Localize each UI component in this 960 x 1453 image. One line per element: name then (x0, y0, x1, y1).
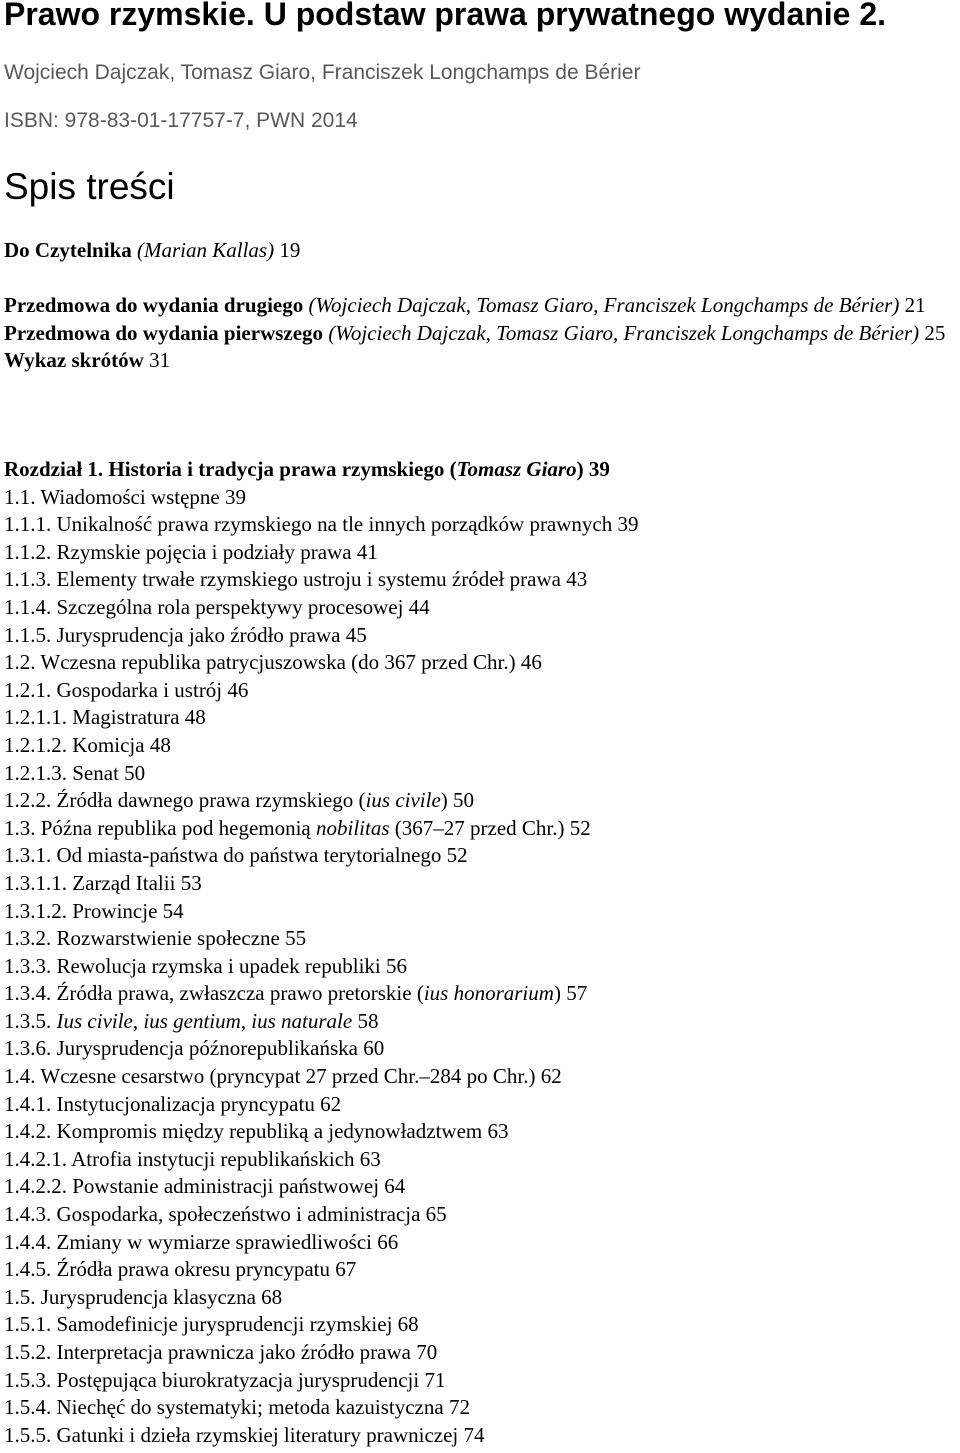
toc-entry-title: Zarząd Italii (72, 870, 176, 895)
toc-entry-page: 58 (357, 1008, 379, 1033)
toc-entry-page: 64 (384, 1174, 406, 1199)
toc-entry-page: 68 (261, 1284, 283, 1309)
toc-entry-number: 1.2.2. (4, 788, 52, 813)
toc-entry-title: Zmiany w wymiarze sprawiedliwości (56, 1229, 372, 1254)
toc-entry (4, 787, 954, 815)
toc-entry (4, 704, 954, 732)
toc-entry-number: 1.4.2.1. (4, 1146, 67, 1171)
toc-entry-page: 63 (359, 1146, 381, 1171)
toc-entry-title: Rozwarstwienie społeczne (56, 926, 280, 951)
toc-entry-title-italic: nobilitas (316, 815, 390, 840)
toc-entry-page: 57 (566, 981, 588, 1006)
toc-entry-number: 1.4.2.2. (4, 1174, 67, 1199)
toc-entry-page: 72 (448, 1395, 470, 1420)
toc-entry-page: 21 (904, 293, 926, 317)
toc-entry-title: Komicja (72, 732, 145, 757)
toc-entry-title-italic: ius honorarium (423, 981, 554, 1006)
toc-entry-title: Magistratura (72, 705, 180, 730)
toc-entry (4, 1118, 954, 1146)
toc-entry (4, 1422, 954, 1450)
toc-entry (4, 649, 954, 677)
toc-entry-title: Źródła prawa, zwłaszcza prawo pretorskie ( (56, 981, 424, 1006)
toc-entry-title: Rzymskie pojęcia i podziały prawa (56, 539, 352, 564)
toc-entry-number: 1.3.1.1. (4, 870, 67, 895)
toc-entry-label: Przedmowa do wydania pierwszego (4, 320, 324, 345)
toc-entry-title: Prowincje (72, 898, 158, 923)
toc-entry-page: 53 (180, 870, 202, 895)
toc-entry-number: 1.4.4. (4, 1229, 52, 1254)
toc-entry-title: Gospodarka i ustrój (56, 677, 223, 702)
toc-entry-title: Jurysprudencja jako źródło prawa (56, 622, 341, 647)
toc-entry (4, 1173, 954, 1201)
toc-entry-title: Źródła prawa okresu pryncypatu (56, 1257, 330, 1282)
toc-entry-title: Jurysprudencja późnorepublikańska (56, 1036, 358, 1061)
toc-entry-title: Późna republika pod hegemonią (40, 815, 311, 840)
toc-entry-page: 67 (335, 1257, 357, 1282)
toc-entry-page: 68 (397, 1312, 419, 1337)
toc-entry-number: 1.3.6. (4, 1036, 52, 1061)
toc-entry-number: 1.5.5. (4, 1422, 52, 1447)
toc-entry-title: Kompromis między republiką a jedynowładztwem (56, 1119, 483, 1144)
toc-entry-number: 1.4.2. (4, 1119, 52, 1144)
toc-entry-page: 70 (416, 1340, 438, 1364)
toc-entry (4, 484, 954, 512)
toc-entry-number: 1.5.1. (4, 1312, 52, 1337)
chapter-author: Tomasz Giaro (456, 457, 577, 481)
toc-entry-page: 41 (356, 539, 378, 564)
toc-entry-number: 1.4.1. (4, 1091, 52, 1116)
toc-entry-number: 1.2.1. (4, 677, 52, 702)
toc-entry-title: Od miasta-państwa do państwa terytorialnego (56, 843, 442, 868)
toc-entries (4, 484, 954, 1450)
toc-entry-title: Atrofia instytucji republikańskich (71, 1146, 355, 1171)
toc-entry-page: 50 (124, 760, 146, 785)
toc-entry (4, 1367, 954, 1395)
toc-entry-number: 1.2.1.3. (4, 760, 67, 785)
toc-entry-author: (Marian Kallas) (137, 238, 275, 262)
toc-entry-page: 44 (408, 594, 430, 619)
toc-entry-preface-2 (4, 292, 954, 320)
toc-entry-title: Źródła dawnego prawa rzymskiego ( (56, 788, 366, 813)
toc-entry (4, 732, 954, 760)
chapter-label: Rozdział 1. Historia i tradycja prawa rzymskiego ( (4, 457, 457, 481)
toc-entry-title-rest: (367–27 przed Chr.) (394, 815, 565, 840)
toc-entry-number: 1.1.5. (4, 622, 52, 647)
toc-entry-page: 60 (363, 1036, 385, 1061)
toc-entry-label: Przedmowa do wydania drugiego (4, 293, 304, 317)
toc-entry-number: 1.1.4. (4, 594, 52, 619)
toc-entry-number: 1.2.1.1. (4, 705, 67, 730)
toc-entry (4, 566, 954, 594)
toc-entry-preface-1 (4, 320, 954, 348)
toc-entry-page: 52 (569, 815, 591, 840)
toc-entry-number: 1.3.1.2. (4, 898, 67, 923)
toc-entry-number: 1.3.1. (4, 843, 52, 868)
toc-chapter-1 (4, 456, 954, 1449)
toc-entry-number: 1.1. (4, 484, 36, 509)
toc-entry-number: 1.3. (4, 815, 36, 840)
toc-entry-title: Postępująca biurokratyzacja jurysprudencji (56, 1367, 420, 1392)
toc-entry-title: Szczególna rola perspektywy procesowej (56, 594, 404, 619)
toc-entry (4, 1201, 954, 1229)
toc-entry (4, 870, 954, 898)
toc-entry-number: 1.2. (4, 650, 36, 675)
toc-entry-page: 46 (227, 677, 249, 702)
toc-entry-number: 1.1.2. (4, 539, 52, 564)
toc-entry-page: 63 (487, 1119, 509, 1144)
toc-entry (4, 898, 954, 926)
toc-entry-title-rest: ) (440, 788, 448, 813)
toc-entry-title-rest: ) (553, 981, 561, 1006)
toc-entry-number: 1.4. (4, 1064, 36, 1089)
toc-entry-authors: (Wojciech Dajczak, Tomasz Giaro, Franciszek Longchamps de Bérier) (308, 293, 900, 317)
toc-entry (4, 1008, 954, 1036)
toc-entry-page: 45 (345, 622, 367, 647)
toc-entry-number: 1.3.5. (4, 1008, 52, 1033)
toc-entry-page: 54 (162, 898, 184, 923)
toc-entry-title: Rewolucja rzymska i upadek republiki (56, 953, 381, 978)
toc-heading: Spis treści (4, 166, 175, 207)
toc-entry (4, 953, 954, 981)
toc-entry (4, 1256, 954, 1284)
toc-entry-page: 43 (566, 567, 588, 592)
toc-entry-number: 1.3.4. (4, 981, 52, 1006)
toc-entry-page: 19 (279, 238, 301, 262)
toc-entry-number: 1.5.4. (4, 1395, 52, 1420)
toc-entry (4, 511, 954, 539)
toc-entry-title: Unikalność prawa rzymskiego na tle innych porządków prawnych (56, 512, 613, 537)
toc-entry-page: 52 (446, 843, 468, 868)
toc-entry (4, 842, 954, 870)
toc-entry (4, 594, 954, 622)
toc-entry-authors: (Wojciech Dajczak, Tomasz Giaro, Franciszek Longchamps de Bérier) (328, 320, 920, 345)
toc-entry-page: 50 (453, 788, 475, 813)
toc-entry (4, 1091, 954, 1119)
toc-entry-title: Wczesna republika patrycjuszowska (do 367 przed Chr.) (40, 650, 516, 675)
toc-entry (4, 1339, 954, 1367)
toc-entry-number: 1.4.3. (4, 1202, 52, 1227)
toc-entry-page: 55 (285, 926, 307, 951)
toc-entry-page: 62 (540, 1064, 562, 1089)
toc-entry (4, 622, 954, 650)
toc-entry (4, 1284, 954, 1312)
toc-entry-title: Elementy trwałe rzymskiego ustroju i systemu źródeł prawa (56, 567, 561, 592)
toc-entry-title: Powstanie administracji państwowej (72, 1174, 380, 1199)
toc-entry (4, 1311, 954, 1339)
toc-entry-do-czytelnika (4, 236, 954, 264)
toc-entry (4, 539, 954, 567)
toc-entry (4, 1063, 954, 1091)
toc-entry-number: 1.1.1. (4, 512, 52, 537)
toc-entry-page: 56 (386, 953, 407, 978)
toc-entry-title: Wczesne cesarstwo (pryncypat 27 przed Chr.–284 po Chr.) (40, 1064, 536, 1089)
chapter-page: 39 (588, 457, 610, 481)
toc-entry-title: Gatunki i dzieła rzymskiej literatury prawniczej (56, 1422, 459, 1447)
toc-entry (4, 980, 954, 1008)
toc-entry-title-italic: Ius civile, ius gentium, ius naturale (56, 1008, 353, 1033)
toc-entry-title: Samodefinicje jurysprudencji rzymskiej (56, 1312, 393, 1337)
toc-entry-page: 39 (225, 484, 246, 509)
book-isbn: ISBN: 978-83-01-17757-7, PWN 2014 (4, 109, 358, 132)
toc-entry (4, 1229, 954, 1257)
toc-entry (4, 677, 954, 705)
toc-entry-page: 62 (320, 1091, 342, 1116)
toc-entry (4, 925, 954, 953)
book-authors: Wojciech Dajczak, Tomasz Giaro, Franciszek Longchamps de Bérier (4, 61, 641, 84)
toc-entry (4, 815, 954, 843)
toc-entry-title: Jurysprudencja klasyczna (40, 1284, 256, 1309)
toc-entry-number: 1.3.2. (4, 926, 52, 951)
toc-entry-number: 1.5. (4, 1284, 36, 1309)
toc-entry-title-italic: ius civile (365, 788, 441, 813)
toc-entry (4, 1035, 954, 1063)
toc-entry-page: 65 (425, 1202, 447, 1227)
chapter-label-close: ) (576, 457, 584, 481)
toc-chapter-heading (4, 456, 954, 484)
toc-entry-page: 48 (184, 705, 206, 730)
toc-entry-page: 71 (424, 1367, 446, 1392)
toc-entry-page: 74 (463, 1422, 485, 1447)
toc-entry-title: Gospodarka, społeczeństwo i administracja (56, 1202, 421, 1227)
toc-entry-number: 1.3.3. (4, 953, 52, 978)
toc-entry-page: 66 (377, 1229, 399, 1254)
toc-entry-abbreviations (4, 347, 954, 375)
toc-entry-number: 1.2.1.2. (4, 732, 67, 757)
toc-entry-number: 1.5.3. (4, 1367, 52, 1392)
toc-entry-title: Interpretacja prawnicza jako źródło prawa (56, 1340, 411, 1364)
toc-entry-page: 46 (520, 650, 542, 675)
toc-entry-page: 39 (617, 512, 639, 537)
toc-entry-page: 31 (149, 348, 171, 373)
toc-entry (4, 1394, 954, 1422)
toc-entry-title: Wiadomości wstępne (40, 484, 220, 509)
toc-entry (4, 760, 954, 788)
toc-entry-number: 1.1.3. (4, 567, 52, 592)
toc-entry (4, 1146, 954, 1174)
toc-prefaces (4, 292, 954, 375)
toc-entry-label: Do Czytelnika (4, 238, 132, 262)
toc-entry-number: 1.4.5. (4, 1257, 52, 1282)
toc-entry-title: Instytucjonalizacja pryncypatu (56, 1091, 315, 1116)
toc-entry-title: Niechęć do systematyki; metoda kazuistyczna (56, 1395, 444, 1420)
book-title: Prawo rzymskie. U podstaw prawa prywatnego wydanie 2. (4, 0, 887, 32)
toc-entry-title: Senat (72, 760, 119, 785)
toc-entry-label: Wykaz skrótów (4, 348, 144, 373)
toc-entry-number: 1.5.2. (4, 1340, 52, 1364)
toc-entry-page: 25 (924, 320, 946, 345)
toc-entry-page: 48 (149, 732, 171, 757)
